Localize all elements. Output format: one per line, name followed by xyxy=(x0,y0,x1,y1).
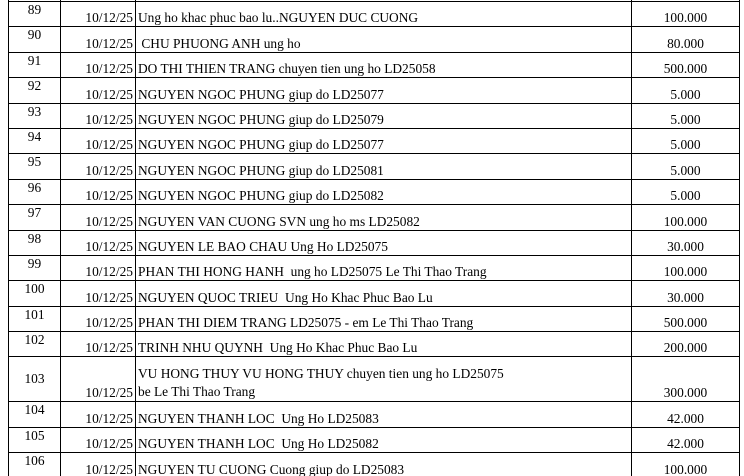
row-amount: 5.000 xyxy=(632,103,740,128)
row-date: 10/12/25 xyxy=(61,357,136,402)
row-date: 10/12/25 xyxy=(61,332,136,357)
row-amount: 30.000 xyxy=(632,230,740,255)
table-row xyxy=(9,2,740,27)
donation-table xyxy=(8,0,740,476)
row-number: 95 xyxy=(9,154,61,179)
row-date: 10/12/25 xyxy=(61,128,136,153)
table-row xyxy=(9,255,740,280)
row-amount: 30.000 xyxy=(632,281,740,306)
row-number: 98 xyxy=(9,230,61,255)
row-amount: 500.000 xyxy=(632,306,740,331)
row-amount: 100.000 xyxy=(632,205,740,230)
row-number: 97 xyxy=(9,205,61,230)
row-number: 96 xyxy=(9,179,61,204)
row-amount: 5.000 xyxy=(632,179,740,204)
row-amount: 200.000 xyxy=(632,332,740,357)
row-number: 105 xyxy=(9,427,61,452)
table-row xyxy=(9,27,740,52)
row-number: 91 xyxy=(9,52,61,77)
row-description: DO THI THIEN TRANG chuyen tien ung ho LD25058 xyxy=(136,52,632,77)
row-description: NGUYEN NGOC PHUNG giup do LD25077 xyxy=(136,128,632,153)
row-number: 103 xyxy=(9,357,61,402)
row-description: NGUYEN NGOC PHUNG giup do LD25082 xyxy=(136,179,632,204)
table-row xyxy=(9,332,740,357)
row-number: 99 xyxy=(9,255,61,280)
row-description: NGUYEN LE BAO CHAU Ung Ho LD25075 xyxy=(136,230,632,255)
row-number: 93 xyxy=(9,103,61,128)
row-description: PHAN THI HONG HANH ung ho LD25075 Le Thi Thao Trang xyxy=(136,255,632,280)
row-date: 10/12/25 xyxy=(61,255,136,280)
row-date: 10/12/25 xyxy=(61,154,136,179)
row-number: 102 xyxy=(9,332,61,357)
row-date: 10/12/25 xyxy=(61,453,136,476)
row-description: TRINH NHU QUYNH Ung Ho Khac Phuc Bao Lu xyxy=(136,332,632,357)
table-row xyxy=(9,453,740,476)
row-amount: 300.000 xyxy=(632,357,740,402)
row-number: 90 xyxy=(9,27,61,52)
table-row xyxy=(9,154,740,179)
row-description: NGUYEN TU CUONG Cuong giup do LD25083 xyxy=(136,453,632,476)
row-date: 10/12/25 xyxy=(61,427,136,452)
row-number: 104 xyxy=(9,402,61,427)
table-row xyxy=(9,281,740,306)
table-row xyxy=(9,205,740,230)
row-description: CHU PHUONG ANH ung ho xyxy=(136,27,632,52)
row-amount: 500.000 xyxy=(632,52,740,77)
row-description: NGUYEN NGOC PHUNG giup do LD25077 xyxy=(136,78,632,103)
row-description: NGUYEN QUOC TRIEU Ung Ho Khac Phuc Bao Lu xyxy=(136,281,632,306)
table-row xyxy=(9,427,740,452)
row-description: Ung ho khac phuc bao lu..NGUYEN DUC CUONG xyxy=(136,2,632,27)
row-description: NGUYEN VAN CUONG SVN ung ho ms LD25082 xyxy=(136,205,632,230)
table-row xyxy=(9,52,740,77)
row-description-line-2: be Le Thi Thao Trang xyxy=(138,384,256,400)
row-description xyxy=(136,357,632,402)
row-date: 10/12/25 xyxy=(61,281,136,306)
table-row xyxy=(9,128,740,153)
row-amount: 100.000 xyxy=(632,2,740,27)
table-row xyxy=(9,230,740,255)
row-number: 101 xyxy=(9,306,61,331)
row-description-line-1: VU HONG THUY VU HONG THUY chuyen tien ung ho LD25075 xyxy=(138,366,504,382)
table-row xyxy=(9,103,740,128)
row-amount: 42.000 xyxy=(632,402,740,427)
row-description: NGUYEN THANH LOC Ung Ho LD25083 xyxy=(136,402,632,427)
table-row xyxy=(9,402,740,427)
row-date: 10/12/25 xyxy=(61,306,136,331)
row-description: PHAN THI DIEM TRANG LD25075 - em Le Thi Thao Trang xyxy=(136,306,632,331)
table-row xyxy=(9,78,740,103)
row-number: 106 xyxy=(9,453,61,476)
row-date: 10/12/25 xyxy=(61,103,136,128)
row-number: 89 xyxy=(9,2,61,27)
row-date: 10/12/25 xyxy=(61,52,136,77)
row-amount: 100.000 xyxy=(632,255,740,280)
table-row xyxy=(9,306,740,331)
table-row xyxy=(9,357,740,402)
row-date: 10/12/25 xyxy=(61,27,136,52)
row-number: 94 xyxy=(9,128,61,153)
row-amount: 42.000 xyxy=(632,427,740,452)
row-description: NGUYEN THANH LOC Ung Ho LD25082 xyxy=(136,427,632,452)
row-date: 10/12/25 xyxy=(61,205,136,230)
row-date: 10/12/25 xyxy=(61,230,136,255)
row-amount: 5.000 xyxy=(632,154,740,179)
row-description: NGUYEN NGOC PHUNG giup do LD25081 xyxy=(136,154,632,179)
row-amount: 100.000 xyxy=(632,453,740,476)
row-description: NGUYEN NGOC PHUNG giup do LD25079 xyxy=(136,103,632,128)
row-date: 10/12/25 xyxy=(61,78,136,103)
row-amount: 80.000 xyxy=(632,27,740,52)
row-date: 10/12/25 xyxy=(61,179,136,204)
row-amount: 5.000 xyxy=(632,128,740,153)
row-date: 10/12/25 xyxy=(61,2,136,27)
table-row xyxy=(9,179,740,204)
row-number: 92 xyxy=(9,78,61,103)
row-date: 10/12/25 xyxy=(61,402,136,427)
row-number: 100 xyxy=(9,281,61,306)
row-amount: 5.000 xyxy=(632,78,740,103)
